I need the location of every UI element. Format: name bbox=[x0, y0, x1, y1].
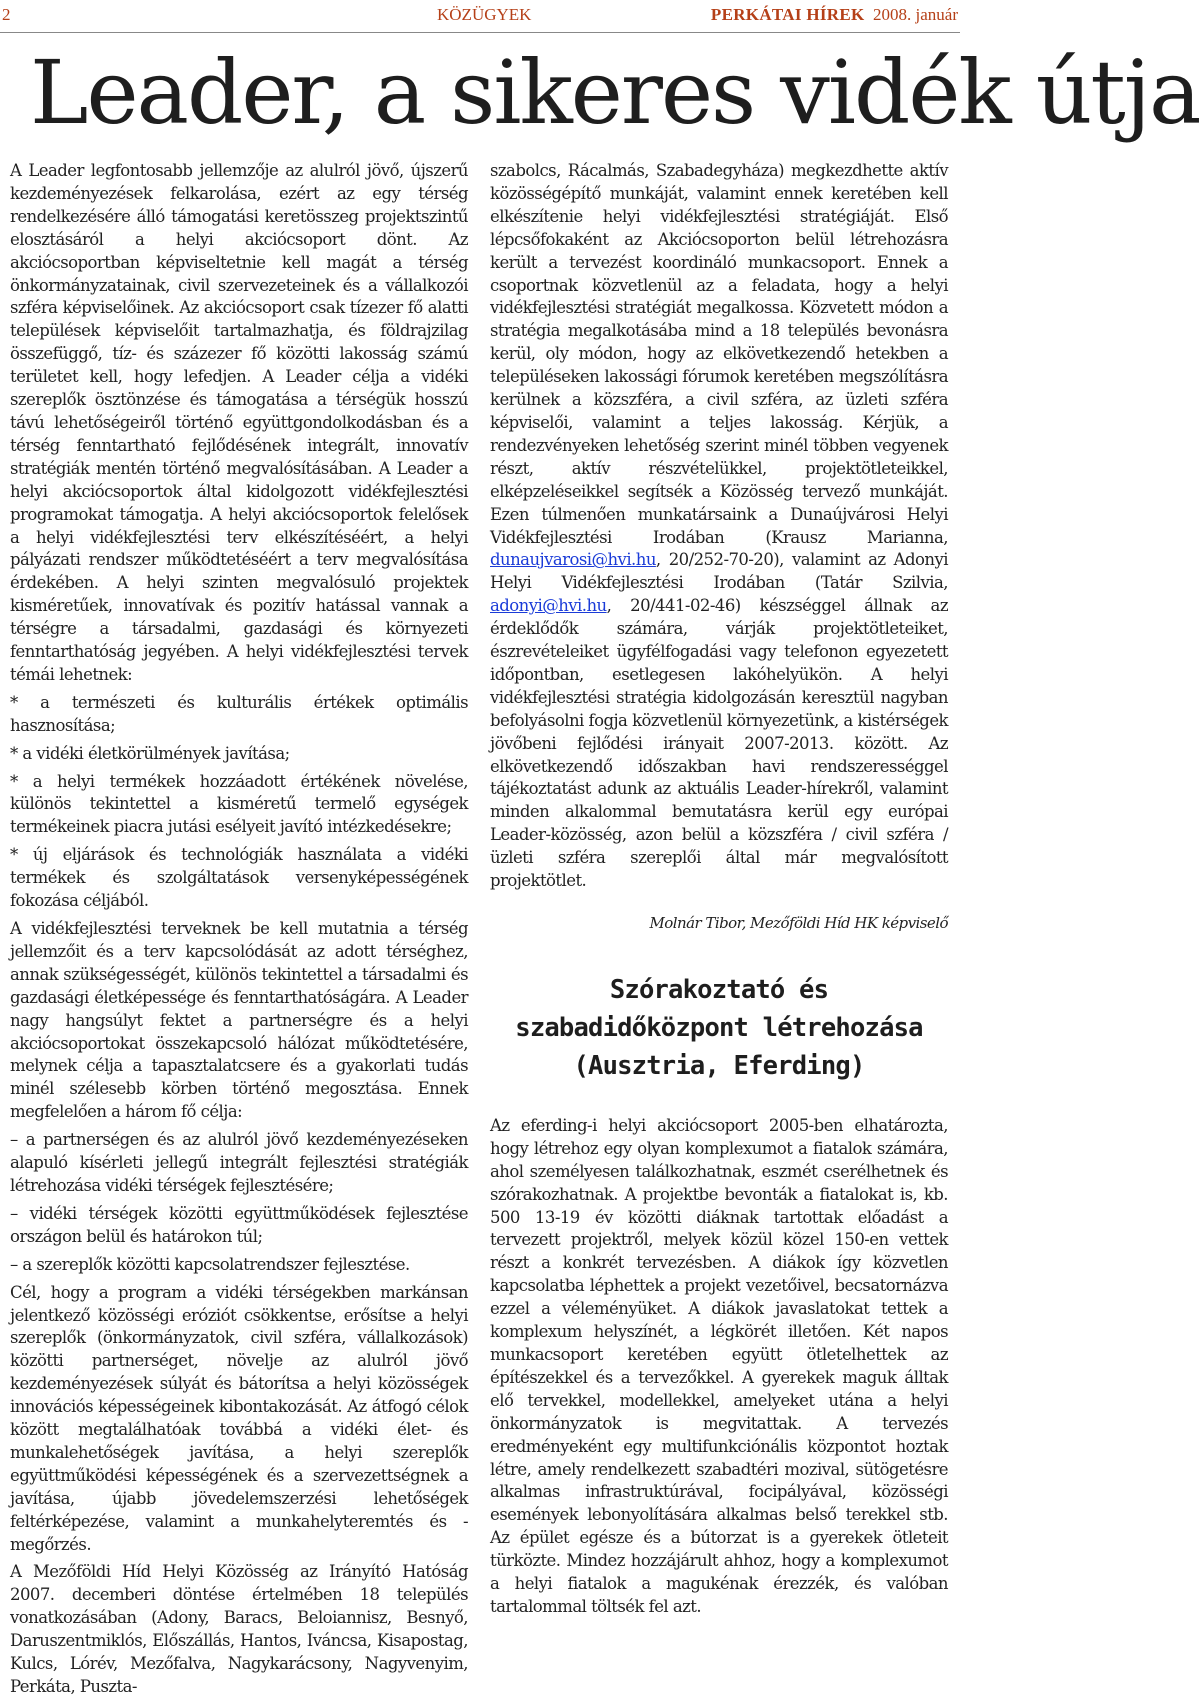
paragraph-text: szabolcs, Rácalmás, Szabadegyháza) megkezdhette aktív közösségépítő munkáját, valamint ennek keretében kell elkészítenie helyi vidékfejlesztési stratégiáját. Első lépcsőfokaként az Akciócsoporton belül létrehozásra került a tervezést koordináló munkacsoport. Ennek a csoportnak közvetlenül az a feladata, hogy a helyi vidékfejlesztési stratégiát megalkossa. Közvetett módon a stratégia megalkotásába mind a 18 település bevonásra kerül, oly módon, hogy az elkövetkezendő hetekben a településeken lakossági fórumok keretében megszólításra kerülnek a közszféra, a civil szféra, az üzleti szféra képviselői, valamint a teljes lakosság. Kérjük, a rendezvényeken lehetőség szerint minél többen vegyenek részt, aktív részvételükkel, projektötleteikkel, elképzeléseikkel segítsék a Közösség tervező munkáját. Ezen túlmenően munkatársaink a Dunaújvárosi Helyi Vidékfejlesztési Irodában (Krausz Marianna, bbox=[490, 161, 948, 547]
page-number: 2 bbox=[2, 5, 11, 24]
subheading-line: (Ausztria, Eferding) bbox=[573, 1050, 865, 1081]
paragraph-settlements: A Mezőföldi Híd Helyi Közösség az Irányító Hatóság 2007. decemberi döntése értelmében 18 település vonatkozásában (Adony, Baracs, Beloiannisz, Besnyő, Daruszentmiklós, Előszállás, Hantos, Iváncsa, Kisapostag, Kulcs, Lórév, Mezőfalva, Nagykarácsony, Nagyvenyim, Perkáta, Puszta- bbox=[10, 1562, 468, 1696]
paragraph-text: , 20/441-02-46) készséggel állnak az érdeklődők számára, várják projektötleteiket, észrevételeiket ügyfélfogadási vagy telefonon egyezetett időpontban, esetlegesen lakóhelyükön. A helyi vidékfejlesztési stratégia kidolgozásán keresztül nagyban befolyásolni fogja közvetlenül környezetünk, a kistérségek jövőbeni fejlődési irányait 2007-2013. között. Az elkövetkezendő időszakban havi rendszerességgel tájékoztatást adunk az aktuális Leader-hírekről, valamint minden alkalommal bemutatásra kerül egy európai Leader-közösség, azon belül a közszféra / civil szféra / üzleti szféra szereplői által már megvalósított projektötlet. bbox=[490, 596, 948, 891]
subheading-line: Szórakoztató és bbox=[609, 974, 829, 1005]
paragraph-continuation bbox=[490, 160, 948, 893]
author-signature: Molnár Tibor, Mezőföldi Híd HK képviselő bbox=[649, 914, 948, 932]
bullet-item: * új eljárások és technológiák használata a vidéki termékek és szolgáltatások versenyképességének fokozása céljából. bbox=[10, 845, 468, 911]
paragraph-partnership: A vidékfejlesztési terveknek be kell mutatnia a térség jellemzőit és a terv kapcsolódását az adott térséghez, annak szükségességét, különös tekintettel a társadalmi és gazdasági életképessége és fenntarthatóságára. A Leader nagy hangsúlyt fektet a partnerségre és a helyi akciócsoportokat összekapcsoló hálózat működtetésére, melynek célja a tapasztalatcsere és a gyakorlati tudás minél szélesebb körben történő megosztása. Ennek megfelelően a három fő célja: bbox=[10, 919, 468, 1122]
subheading bbox=[490, 971, 948, 1085]
paragraph-intro: A Leader legfontosabb jellemzője az alulról jövő, újszerű kezdeményezések felkarolása, ezért az egy térség rendelkezésére álló támogatási keretösszeg projektszintű elosztásáról a helyi akciócsoport dönt. Az akciócsoportban képviseltetnie kell magát a térség önkormányzatainak, civil szervezeteinek és a vállalkozói szféra képviselőinek. Az akciócsoport csak tízezer fő alatti települések képviselőit tartalmazhatja, és földrajzilag összefüggő, tíz- és százezer fő közötti lakosság számú területet kell, hogy lefedjen. A Leader célja a vidéki szereplők ösztönzése és támogatása a térségük hosszú távú lehetőségeiről történő együttgondolkodásban és a térség fenntartható fejlődésének integrált, innovatív stratégiák mentén történő megvalósításában. A Leader a helyi akciócsoportok által kidolgozott vidékfejlesztési programokat támogatja. A helyi akciócsoportok felelősek a helyi vidékfejlesztési terv elkészítéséért, a helyi pályázati rendszer működtetéséért a terv megvalósítása érdekében. A helyi szinten megvalósuló projektek kisméretűek, innovatívak és pozitív hatással vannak a térségre a társadalmi, gazdasági és környezeti fenntarthatóság jegyében. A helyi vidékfejlesztési tervek témái lehetnek: bbox=[10, 161, 468, 684]
dash-item: – vidéki térségek közötti együttműködések fejlesztése országon belül és határokon túl; bbox=[10, 1203, 468, 1246]
dash-item: – a szereplők közötti kapcsolatrendszer fejlesztése. bbox=[10, 1254, 410, 1274]
bullet-item: * a természeti és kulturális értékek optimális hasznosítása; bbox=[10, 692, 468, 735]
left-column bbox=[10, 160, 468, 1699]
email-link-adony[interactable]: adonyi@hvi.hu bbox=[490, 596, 607, 616]
section-label: KÖZÜGYEK bbox=[437, 5, 532, 24]
paragraph-goals: Cél, hogy a program a vidéki térségekben markánsan jelentkező közösségi eróziót csökkentse, erősítse a helyi szereplők (önkormányzatok, civil szféra, vállalkozások) közötti partnerséget, növelje az alulról jövő kezdeményezések súlyát és bátorítsa a helyi közösségek innovációs képességeinek kibontakozását. Az átfogó célok között megtalálhatóak továbbá a vidéki élet- és munkalehetőségek javítása, a helyi szereplők együttműködési képességének és a szervezettségnek a javítása, újabb jövedelemszerzési lehetőségek feltérképezése, valamint a munkahelyteremtés és -megőrzés. bbox=[10, 1282, 468, 1554]
bullet-item: * a helyi termékek hozzáadott értékének növelése, különös tekintettel a kisméretű termelő egységek termékeinek piacra jutási esélyeit javító intézkedésekre; bbox=[10, 771, 468, 837]
publication-info bbox=[711, 5, 958, 25]
article-title: Leader, a sikeres vidék útja bbox=[30, 41, 1200, 144]
paragraph-eferding: Az eferding-i helyi akciócsoport 2005-ben elhatározta, hogy létrehoz egy olyan komplexumot a fiatalok számára, ahol személyesen találkozhatnak, eszmét cserélhetnek és szórakozhatnak. A projektbe bevonták a fiatalokat is, kb. 500 13-19 év közötti diáknak tartottak előadást a tervezett projektről, melyek közül közel 150-en vettek részt a konkrét tervezésben. A diákok így közvetlen kapcsolatba léphettek a projekt vezetőivel, becsatornázva ezzel a véleményüket. A diákok javaslatokat tettek a komplexum helyszínét, a légkörét illetően. Két napos munkacsoport keretében együtt ötletelhettek az építészekkel és a tervezőkkel. A gyerekek maguk álltak elő tervekkel, modellekkel, amelyeket utána a helyi önkormányzatok is megvitattak. A tervezés eredményeként egy multifunkciónális központot hoztak létre, amely rendelkezett szabadtéri mozival, sütögetésre alkalmas infrastruktúrával, focipályával, közösségi események lebonyolítására alkalmas belső terekkel stb. Az épület egésze és a bútorzat is a gyerekek ötleteit türközte. Mindez hozzájárult ahhoz, hogy a komplexumot a helyi fiatalok a magukénak érezzék, és valóban tartalommal töltsék fel azt. bbox=[490, 1115, 948, 1616]
bullet-item: * a vidéki életkörülmények javítása; bbox=[10, 743, 290, 763]
dash-item: – a partnerségen és az alulról jövő kezdeményezéseken alapuló kísérleti jellegű integrált fejlesztési stratégiák létrehozása vidéki térségek fejlesztésére; bbox=[10, 1130, 468, 1195]
paragraph-text: , 20/252-70-20), valamint az Adonyi Helyi Vidékfejlesztési Irodában (Tatár Szilvia, bbox=[490, 550, 948, 593]
page-header bbox=[0, 0, 960, 33]
right-column bbox=[490, 160, 948, 1619]
issue-date: 2008. január bbox=[873, 5, 958, 24]
publication-name: PERKÁTAI HÍREK bbox=[710, 5, 865, 24]
email-link-dunaujvaros[interactable]: dunaujvarosi@hvi.hu bbox=[490, 550, 656, 570]
subheading-line: szabadidőközpont létrehozása bbox=[515, 1012, 923, 1043]
